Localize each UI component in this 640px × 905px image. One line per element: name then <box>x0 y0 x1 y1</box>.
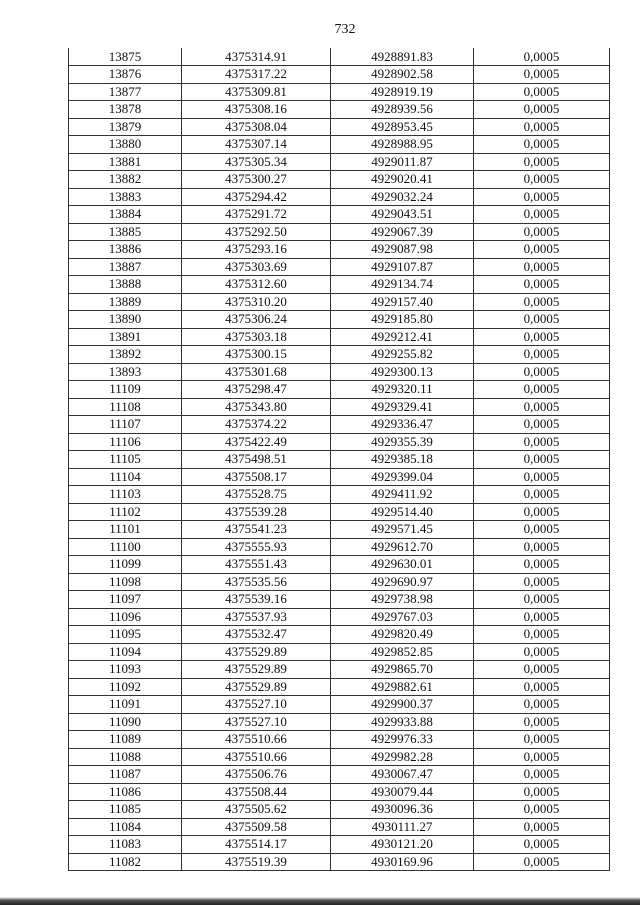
tolerance-cell: 0,0005 <box>474 556 610 574</box>
point-number-cell: 11109 <box>69 381 182 399</box>
x-coordinate-cell: 4375505.62 <box>182 801 331 819</box>
point-number-cell: 11093 <box>69 661 182 679</box>
y-coordinate-cell: 4928919.19 <box>331 83 474 101</box>
table-row <box>69 836 610 854</box>
x-coordinate-cell: 4375539.16 <box>182 591 331 609</box>
table-row <box>69 731 610 749</box>
table-row <box>69 801 610 819</box>
table-row <box>69 398 610 416</box>
table-row <box>69 276 610 294</box>
x-coordinate-cell: 4375529.89 <box>182 678 331 696</box>
x-coordinate-cell: 4375303.18 <box>182 328 331 346</box>
y-coordinate-cell: 4929011.87 <box>331 153 474 171</box>
tolerance-cell: 0,0005 <box>474 748 610 766</box>
y-coordinate-cell: 4930079.44 <box>331 783 474 801</box>
y-coordinate-cell: 4930096.36 <box>331 801 474 819</box>
point-number-cell: 11089 <box>69 731 182 749</box>
tolerance-cell: 0,0005 <box>474 626 610 644</box>
y-coordinate-cell: 4929255.82 <box>331 346 474 364</box>
y-coordinate-cell: 4930169.96 <box>331 853 474 871</box>
y-coordinate-cell: 4928891.83 <box>331 48 474 66</box>
table-row <box>69 661 610 679</box>
table-row <box>69 223 610 241</box>
point-number-cell: 11095 <box>69 626 182 644</box>
tolerance-cell: 0,0005 <box>474 608 610 626</box>
tolerance-cell: 0,0005 <box>474 346 610 364</box>
coordinates-table <box>68 48 610 871</box>
tolerance-cell: 0,0005 <box>474 223 610 241</box>
x-coordinate-cell: 4375532.47 <box>182 626 331 644</box>
x-coordinate-cell: 4375298.47 <box>182 381 331 399</box>
y-coordinate-cell: 4929900.37 <box>331 696 474 714</box>
table-row <box>69 416 610 434</box>
x-coordinate-cell: 4375309.81 <box>182 83 331 101</box>
table-row <box>69 783 610 801</box>
x-coordinate-cell: 4375308.04 <box>182 118 331 136</box>
point-number-cell: 11099 <box>69 556 182 574</box>
y-coordinate-cell: 4929336.47 <box>331 416 474 434</box>
table-row <box>69 66 610 84</box>
point-number-cell: 13888 <box>69 276 182 294</box>
tolerance-cell: 0,0005 <box>474 433 610 451</box>
table-row <box>69 153 610 171</box>
table-row <box>69 468 610 486</box>
x-coordinate-cell: 4375317.22 <box>182 66 331 84</box>
y-coordinate-cell: 4929067.39 <box>331 223 474 241</box>
tolerance-cell: 0,0005 <box>474 503 610 521</box>
table-row <box>69 556 610 574</box>
point-number-cell: 13890 <box>69 311 182 329</box>
x-coordinate-cell: 4375305.34 <box>182 153 331 171</box>
point-number-cell: 11091 <box>69 696 182 714</box>
x-coordinate-cell: 4375300.15 <box>182 346 331 364</box>
point-number-cell: 13883 <box>69 188 182 206</box>
point-number-cell: 11107 <box>69 416 182 434</box>
x-coordinate-cell: 4375519.39 <box>182 853 331 871</box>
table-row <box>69 328 610 346</box>
y-coordinate-cell: 4929300.13 <box>331 363 474 381</box>
tolerance-cell: 0,0005 <box>474 258 610 276</box>
table-row <box>69 188 610 206</box>
y-coordinate-cell: 4929612.70 <box>331 538 474 556</box>
point-number-cell: 13880 <box>69 136 182 154</box>
point-number-cell: 11088 <box>69 748 182 766</box>
table-row <box>69 101 610 119</box>
x-coordinate-cell: 4375539.28 <box>182 503 331 521</box>
y-coordinate-cell: 4928939.56 <box>331 101 474 119</box>
table-row <box>69 678 610 696</box>
x-coordinate-cell: 4375310.20 <box>182 293 331 311</box>
y-coordinate-cell: 4929933.88 <box>331 713 474 731</box>
x-coordinate-cell: 4375300.27 <box>182 171 331 189</box>
x-coordinate-cell: 4375537.93 <box>182 608 331 626</box>
table-row <box>69 521 610 539</box>
point-number-cell: 13875 <box>69 48 182 66</box>
table-row <box>69 346 610 364</box>
table-row <box>69 171 610 189</box>
y-coordinate-cell: 4929032.24 <box>331 188 474 206</box>
x-coordinate-cell: 4375529.89 <box>182 661 331 679</box>
y-coordinate-cell: 4929882.61 <box>331 678 474 696</box>
table-row <box>69 748 610 766</box>
y-coordinate-cell: 4929355.39 <box>331 433 474 451</box>
point-number-cell: 13879 <box>69 118 182 136</box>
tolerance-cell: 0,0005 <box>474 643 610 661</box>
y-coordinate-cell: 4930121.20 <box>331 836 474 854</box>
tolerance-cell: 0,0005 <box>474 486 610 504</box>
y-coordinate-cell: 4929690.97 <box>331 573 474 591</box>
tolerance-cell: 0,0005 <box>474 311 610 329</box>
table-row <box>69 293 610 311</box>
tolerance-cell: 0,0005 <box>474 801 610 819</box>
point-number-cell: 11100 <box>69 538 182 556</box>
tolerance-cell: 0,0005 <box>474 783 610 801</box>
x-coordinate-cell: 4375527.10 <box>182 713 331 731</box>
y-coordinate-cell: 4929157.40 <box>331 293 474 311</box>
point-number-cell: 11098 <box>69 573 182 591</box>
table-row <box>69 83 610 101</box>
tolerance-cell: 0,0005 <box>474 398 610 416</box>
y-coordinate-cell: 4929982.28 <box>331 748 474 766</box>
y-coordinate-cell: 4929107.87 <box>331 258 474 276</box>
table-row <box>69 486 610 504</box>
x-coordinate-cell: 4375314.91 <box>182 48 331 66</box>
point-number-cell: 11094 <box>69 643 182 661</box>
x-coordinate-cell: 4375514.17 <box>182 836 331 854</box>
scan-edge <box>0 897 640 905</box>
tolerance-cell: 0,0005 <box>474 416 610 434</box>
point-number-cell: 11102 <box>69 503 182 521</box>
x-coordinate-cell: 4375541.23 <box>182 521 331 539</box>
point-number-cell: 13884 <box>69 206 182 224</box>
tolerance-cell: 0,0005 <box>474 521 610 539</box>
x-coordinate-cell: 4375291.72 <box>182 206 331 224</box>
y-coordinate-cell: 4929212.41 <box>331 328 474 346</box>
tolerance-cell: 0,0005 <box>474 731 610 749</box>
table-row <box>69 608 610 626</box>
point-number-cell: 11087 <box>69 766 182 784</box>
tolerance-cell: 0,0005 <box>474 363 610 381</box>
tolerance-cell: 0,0005 <box>474 766 610 784</box>
tolerance-cell: 0,0005 <box>474 818 610 836</box>
point-number-cell: 11097 <box>69 591 182 609</box>
table-row <box>69 573 610 591</box>
tolerance-cell: 0,0005 <box>474 468 610 486</box>
y-coordinate-cell: 4929411.92 <box>331 486 474 504</box>
point-number-cell: 11105 <box>69 451 182 469</box>
y-coordinate-cell: 4930067.47 <box>331 766 474 784</box>
table-row <box>69 696 610 714</box>
table-row <box>69 48 610 66</box>
point-number-cell: 11103 <box>69 486 182 504</box>
tolerance-cell: 0,0005 <box>474 661 610 679</box>
y-coordinate-cell: 4929020.41 <box>331 171 474 189</box>
x-coordinate-cell: 4375529.89 <box>182 643 331 661</box>
point-number-cell: 13892 <box>69 346 182 364</box>
point-number-cell: 13887 <box>69 258 182 276</box>
y-coordinate-cell: 4929320.11 <box>331 381 474 399</box>
point-number-cell: 11086 <box>69 783 182 801</box>
y-coordinate-cell: 4929134.74 <box>331 276 474 294</box>
point-number-cell: 13886 <box>69 241 182 259</box>
tolerance-cell: 0,0005 <box>474 83 610 101</box>
point-number-cell: 13878 <box>69 101 182 119</box>
table-row <box>69 363 610 381</box>
x-coordinate-cell: 4375508.17 <box>182 468 331 486</box>
y-coordinate-cell: 4929571.45 <box>331 521 474 539</box>
y-coordinate-cell: 4930111.27 <box>331 818 474 836</box>
y-coordinate-cell: 4929976.33 <box>331 731 474 749</box>
table-row <box>69 713 610 731</box>
x-coordinate-cell: 4375508.44 <box>182 783 331 801</box>
tolerance-cell: 0,0005 <box>474 451 610 469</box>
tolerance-cell: 0,0005 <box>474 118 610 136</box>
table-body <box>69 48 610 871</box>
y-coordinate-cell: 4929820.49 <box>331 626 474 644</box>
tolerance-cell: 0,0005 <box>474 591 610 609</box>
point-number-cell: 13882 <box>69 171 182 189</box>
x-coordinate-cell: 4375422.49 <box>182 433 331 451</box>
point-number-cell: 11092 <box>69 678 182 696</box>
table-row <box>69 818 610 836</box>
table-row <box>69 538 610 556</box>
table-row <box>69 503 610 521</box>
table-row <box>69 136 610 154</box>
table-row <box>69 451 610 469</box>
table-row <box>69 766 610 784</box>
x-coordinate-cell: 4375303.69 <box>182 258 331 276</box>
x-coordinate-cell: 4375498.51 <box>182 451 331 469</box>
x-coordinate-cell: 4375294.42 <box>182 188 331 206</box>
x-coordinate-cell: 4375374.22 <box>182 416 331 434</box>
y-coordinate-cell: 4929399.04 <box>331 468 474 486</box>
point-number-cell: 13881 <box>69 153 182 171</box>
tolerance-cell: 0,0005 <box>474 153 610 171</box>
y-coordinate-cell: 4929865.70 <box>331 661 474 679</box>
x-coordinate-cell: 4375292.50 <box>182 223 331 241</box>
tolerance-cell: 0,0005 <box>474 171 610 189</box>
table-row <box>69 381 610 399</box>
x-coordinate-cell: 4375555.93 <box>182 538 331 556</box>
point-number-cell: 11090 <box>69 713 182 731</box>
tolerance-cell: 0,0005 <box>474 381 610 399</box>
tolerance-cell: 0,0005 <box>474 188 610 206</box>
point-number-cell: 11084 <box>69 818 182 836</box>
y-coordinate-cell: 4929185.80 <box>331 311 474 329</box>
y-coordinate-cell: 4928953.45 <box>331 118 474 136</box>
point-number-cell: 13885 <box>69 223 182 241</box>
tolerance-cell: 0,0005 <box>474 836 610 854</box>
table-row <box>69 241 610 259</box>
y-coordinate-cell: 4929852.85 <box>331 643 474 661</box>
table-row <box>69 258 610 276</box>
y-coordinate-cell: 4928902.58 <box>331 66 474 84</box>
point-number-cell: 11082 <box>69 853 182 871</box>
table-row <box>69 206 610 224</box>
tolerance-cell: 0,0005 <box>474 293 610 311</box>
x-coordinate-cell: 4375509.58 <box>182 818 331 836</box>
point-number-cell: 11083 <box>69 836 182 854</box>
y-coordinate-cell: 4929385.18 <box>331 451 474 469</box>
y-coordinate-cell: 4929329.41 <box>331 398 474 416</box>
tolerance-cell: 0,0005 <box>474 101 610 119</box>
tolerance-cell: 0,0005 <box>474 853 610 871</box>
x-coordinate-cell: 4375307.14 <box>182 136 331 154</box>
y-coordinate-cell: 4929738.98 <box>331 591 474 609</box>
table-row <box>69 643 610 661</box>
tolerance-cell: 0,0005 <box>474 328 610 346</box>
x-coordinate-cell: 4375308.16 <box>182 101 331 119</box>
point-number-cell: 11104 <box>69 468 182 486</box>
point-number-cell: 13876 <box>69 66 182 84</box>
table-row <box>69 853 610 871</box>
point-number-cell: 13877 <box>69 83 182 101</box>
point-number-cell: 11108 <box>69 398 182 416</box>
table-row <box>69 311 610 329</box>
point-number-cell: 11106 <box>69 433 182 451</box>
x-coordinate-cell: 4375343.80 <box>182 398 331 416</box>
y-coordinate-cell: 4929514.40 <box>331 503 474 521</box>
tolerance-cell: 0,0005 <box>474 206 610 224</box>
x-coordinate-cell: 4375312.60 <box>182 276 331 294</box>
point-number-cell: 13889 <box>69 293 182 311</box>
x-coordinate-cell: 4375506.76 <box>182 766 331 784</box>
x-coordinate-cell: 4375528.75 <box>182 486 331 504</box>
y-coordinate-cell: 4929767.03 <box>331 608 474 626</box>
tolerance-cell: 0,0005 <box>474 713 610 731</box>
y-coordinate-cell: 4929087.98 <box>331 241 474 259</box>
point-number-cell: 13893 <box>69 363 182 381</box>
x-coordinate-cell: 4375510.66 <box>182 731 331 749</box>
x-coordinate-cell: 4375551.43 <box>182 556 331 574</box>
point-number-cell: 13891 <box>69 328 182 346</box>
x-coordinate-cell: 4375301.68 <box>182 363 331 381</box>
tolerance-cell: 0,0005 <box>474 48 610 66</box>
page-number: 732 <box>334 22 356 37</box>
y-coordinate-cell: 4929630.01 <box>331 556 474 574</box>
table-row <box>69 626 610 644</box>
tolerance-cell: 0,0005 <box>474 573 610 591</box>
y-coordinate-cell: 4928988.95 <box>331 136 474 154</box>
x-coordinate-cell: 4375306.24 <box>182 311 331 329</box>
tolerance-cell: 0,0005 <box>474 696 610 714</box>
tolerance-cell: 0,0005 <box>474 276 610 294</box>
point-number-cell: 11085 <box>69 801 182 819</box>
table-row <box>69 591 610 609</box>
tolerance-cell: 0,0005 <box>474 66 610 84</box>
y-coordinate-cell: 4929043.51 <box>331 206 474 224</box>
table-row <box>69 118 610 136</box>
point-number-cell: 11101 <box>69 521 182 539</box>
table-row <box>69 433 610 451</box>
x-coordinate-cell: 4375293.16 <box>182 241 331 259</box>
tolerance-cell: 0,0005 <box>474 678 610 696</box>
point-number-cell: 11096 <box>69 608 182 626</box>
tolerance-cell: 0,0005 <box>474 136 610 154</box>
x-coordinate-cell: 4375510.66 <box>182 748 331 766</box>
x-coordinate-cell: 4375535.56 <box>182 573 331 591</box>
tolerance-cell: 0,0005 <box>474 241 610 259</box>
tolerance-cell: 0,0005 <box>474 538 610 556</box>
x-coordinate-cell: 4375527.10 <box>182 696 331 714</box>
